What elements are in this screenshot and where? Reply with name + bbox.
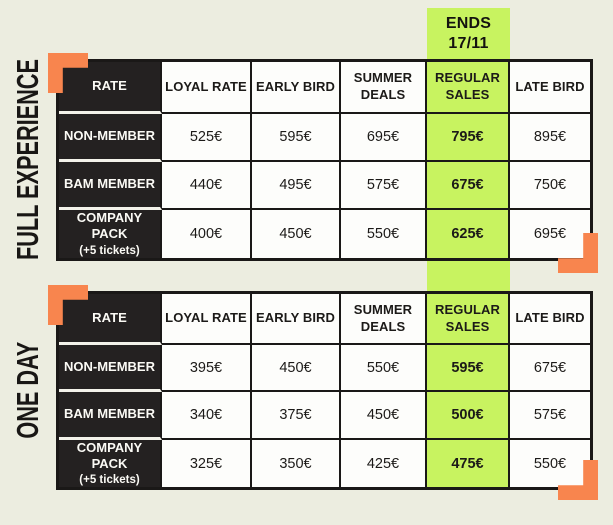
- deadline-banner: [427, 8, 510, 59]
- price-cell-highlighted: 625€: [427, 210, 510, 258]
- price-cell: 400€: [162, 210, 252, 258]
- column-header-late-bird: LATE BIRD: [510, 62, 590, 114]
- row-label-non-member: NON-MEMBER: [59, 114, 162, 162]
- section-label-text: ONE DAY: [10, 342, 45, 439]
- price-cell: 550€: [533, 455, 567, 472]
- column-header-loyal-rate: LOYAL RATE: [162, 294, 252, 345]
- price-cell: 450€: [252, 345, 341, 392]
- row-label-company-pack: [59, 440, 162, 487]
- price-cell-highlighted: 595€: [427, 345, 510, 392]
- row-label-bam-member: BAM MEMBER: [59, 392, 162, 440]
- section-label-full-experience: [5, 59, 51, 261]
- price-cell: 550€: [341, 210, 427, 258]
- price-cell: 350€: [252, 440, 341, 487]
- column-header-rate: RATE: [59, 62, 162, 114]
- column-header-summer-deals: SUMMER DEALS: [341, 294, 427, 345]
- row-label-non-member: NON-MEMBER: [59, 345, 162, 392]
- price-cell: 450€: [341, 392, 427, 440]
- price-cell: 395€: [162, 345, 252, 392]
- row-label-text: COMPANY PACK: [76, 439, 143, 471]
- price-cell-highlighted: 675€: [427, 162, 510, 210]
- column-header-early-bird: EARLY BIRD: [252, 294, 341, 345]
- pricing-table-full-experience: [56, 59, 593, 261]
- section-label-one-day: [5, 291, 51, 490]
- column-header-regular-sales: REGULAR SALES: [427, 294, 510, 345]
- price-cell: 525€: [162, 114, 252, 162]
- price-cell: 575€: [341, 162, 427, 210]
- price-cell: 675€: [510, 345, 590, 392]
- column-header-summer-deals: SUMMER DEALS: [341, 62, 427, 114]
- section-label-text: FULL EXPERIENCE: [10, 59, 45, 261]
- deadline-banner-line1: ENDS: [445, 15, 492, 33]
- pricing-table-one-day: [56, 291, 593, 490]
- price-cell-highlighted: 475€: [427, 440, 510, 487]
- price-cell-highlighted: 795€: [427, 114, 510, 162]
- row-label-text: COMPANY PACK: [76, 210, 143, 242]
- row-label-subtext: (+5 tickets): [79, 474, 140, 487]
- column-header-regular-sales: REGULAR SALES: [427, 62, 510, 114]
- column-header-rate: RATE: [59, 294, 162, 345]
- row-label-bam-member: BAM MEMBER: [59, 162, 162, 210]
- price-cell: 895€: [510, 114, 590, 162]
- row-label-company-pack: [59, 210, 162, 258]
- price-cell: 425€: [341, 440, 427, 487]
- row-label-subtext: (+5 tickets): [79, 244, 140, 257]
- price-cell: 750€: [510, 162, 590, 210]
- price-cell: 575€: [510, 392, 590, 440]
- price-cell: 375€: [252, 392, 341, 440]
- price-cell: 340€: [162, 392, 252, 440]
- column-header-early-bird: EARLY BIRD: [252, 62, 341, 114]
- price-cell: 695€: [533, 226, 567, 242]
- price-cell: 495€: [252, 162, 341, 210]
- price-cell: 325€: [162, 440, 252, 487]
- column-header-late-bird: LATE BIRD: [510, 294, 590, 345]
- price-cell: 450€: [252, 210, 341, 258]
- price-cell: 595€: [252, 114, 341, 162]
- deadline-banner-line2: 17/11: [448, 34, 489, 52]
- price-cell: 695€: [341, 114, 427, 162]
- column-header-loyal-rate: LOYAL RATE: [162, 62, 252, 114]
- price-cell-highlighted: 500€: [427, 392, 510, 440]
- price-cell: 550€: [341, 345, 427, 392]
- price-cell: 440€: [162, 162, 252, 210]
